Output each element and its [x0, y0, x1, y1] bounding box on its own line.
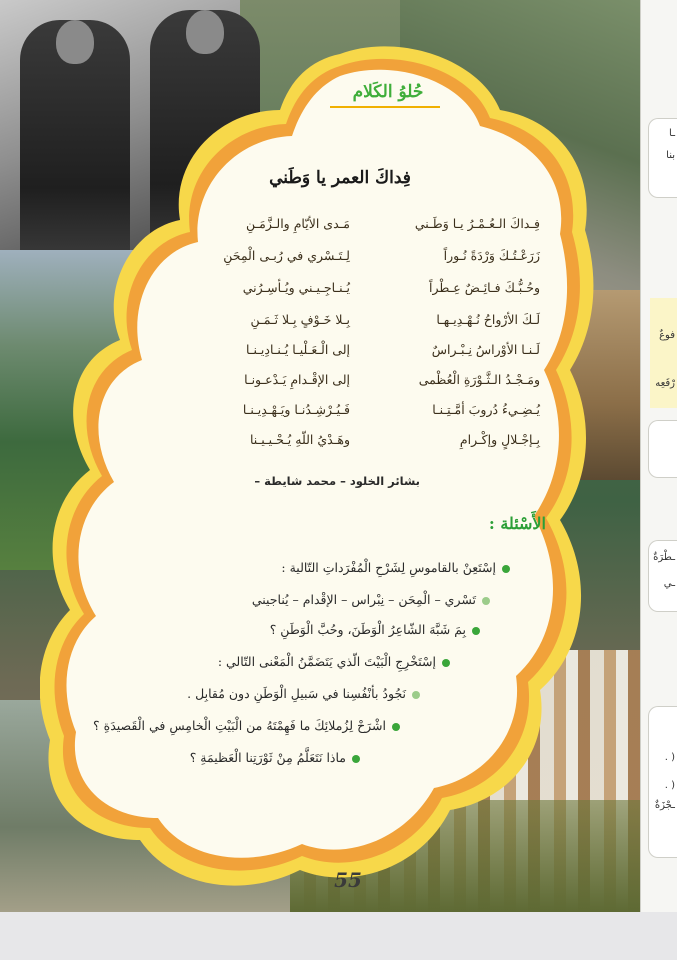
- bullet-icon: [412, 691, 420, 699]
- question-item: [110, 654, 450, 669]
- questions-heading: الأَسْئلة :: [488, 514, 546, 533]
- neighbor-text: ـي: [663, 578, 675, 589]
- question-item: [150, 622, 480, 637]
- section-title: حُلوُ الكَلام: [352, 82, 424, 102]
- bullet-icon: [352, 755, 360, 763]
- question-text: اشْرَحْ لِزُملائِكَ ما فَهِمْتَهُ من الْبَيْتِ الْخامِسِ في الْقَصيدَةِ ؟: [93, 718, 386, 733]
- question-item: [110, 750, 360, 765]
- neighbor-box: [648, 420, 677, 478]
- question-text: إسْتَخْرِجِ الْبَيْتَ الّذي يَتَضَمَّنُ الْمَعْنى التّالي :: [217, 654, 436, 669]
- verse-left: وهَـدْيُ اللّهِ يُـحْـيـيـنا: [249, 432, 350, 447]
- verse-right: بِـإجْـلالٍ وإكْـرامِ: [459, 432, 540, 447]
- bullet-icon: [482, 597, 490, 605]
- question-text: تَسْري – الْمِحَن – نِبْراس – الإقْدام – يُناجيني: [251, 592, 476, 607]
- question-item: [60, 718, 400, 733]
- verse-left: يُـنـاجِـيـني ويُـأسِـرُني: [242, 280, 350, 295]
- verse-left: فَـيُـرْشِـدُنـا ويَـهْـدِيـنـا: [242, 402, 350, 417]
- neighbor-text: ـطْرَةٌ: [653, 552, 675, 563]
- neighbor-text: ( .: [664, 780, 675, 791]
- neighbor-text: ـجْزَةٌ: [654, 800, 675, 811]
- verse-left: لِـتَـسْري في رُبـى الْمِحَنِ: [223, 248, 350, 263]
- verse-right: لَـكَ الأرْواحُ نُـهْـدِيـهـا: [436, 312, 540, 327]
- neighbor-text: بنا: [666, 150, 675, 161]
- verse-left: إلى الْـعَـلْيـا يُـنـادِيـنـا: [246, 342, 350, 357]
- question-text: بِمَ شَبَّهَ الشّاعِرُ الْوَطَنَ، وحُبَّ الْوَطَنِ ؟: [269, 622, 466, 637]
- neighbor-text: ـا: [669, 128, 675, 139]
- bullet-icon: [392, 723, 400, 731]
- verse-right: فِـداكَ الـعُـمْـرُ يـا وَطَـني: [414, 216, 540, 231]
- poem-title: فِداكَ العمر يا وَطَني: [269, 168, 411, 188]
- verse-right: يُـضِـيءُ دُروبَ أمَّـتِـنـا: [432, 402, 540, 417]
- question-text: نَجُودُ بأنْفُسِنا في سَبيلِ الْوَطَنِ دون مُقابِل .: [187, 686, 406, 701]
- question-text: إسْتَعِنْ بالقاموسِ لِشَرْحِ الْمُفْرَداتِ التّالية :: [281, 560, 496, 575]
- question-subitem: [150, 592, 490, 607]
- bullet-icon: [502, 565, 510, 573]
- section-rule: [330, 106, 440, 108]
- verse-left: إلى الإقْـدامِ يَـدْعـونـا: [244, 372, 350, 387]
- question-item: [150, 560, 510, 575]
- poem-author: بشائر الخلود – محمد شايطة –: [254, 474, 420, 488]
- question-subitem: [110, 686, 420, 701]
- neighbor-text: فوعٌ: [659, 330, 675, 341]
- verse-right: وحُـبُّـكَ فـائِـضٌ عِـطْراً: [429, 280, 540, 295]
- verse-right: ومَـجْـدُ الـثَّـوْرَةِ الْعُظْمى: [418, 372, 540, 387]
- verse-left: مَـدى الأيّامِ والـزَّمَـنِ: [245, 216, 350, 231]
- verse-right: لَـنـا الأوْراسُ نِـبْـراسٌ: [431, 342, 540, 357]
- neighbor-text: رْفَعِه: [655, 378, 675, 389]
- neighbor-box: [648, 540, 677, 612]
- question-text: ماذا نَتَعَلَّمُ مِنْ ثَوْرَتِنا الْعَظيمَةِ ؟: [189, 750, 346, 765]
- page-number: 55: [334, 868, 362, 892]
- verse-left: بِـلا خَـوْفٍ بِـلا ثَـمَـنِ: [250, 312, 350, 327]
- bullet-icon: [472, 627, 480, 635]
- bullet-icon: [442, 659, 450, 667]
- verse-right: زَرَعْـتُـكَ وَرْدَةً نُـوراً: [443, 248, 540, 263]
- neighbor-highlight: [650, 298, 677, 408]
- neighbor-text: ( .: [664, 752, 675, 763]
